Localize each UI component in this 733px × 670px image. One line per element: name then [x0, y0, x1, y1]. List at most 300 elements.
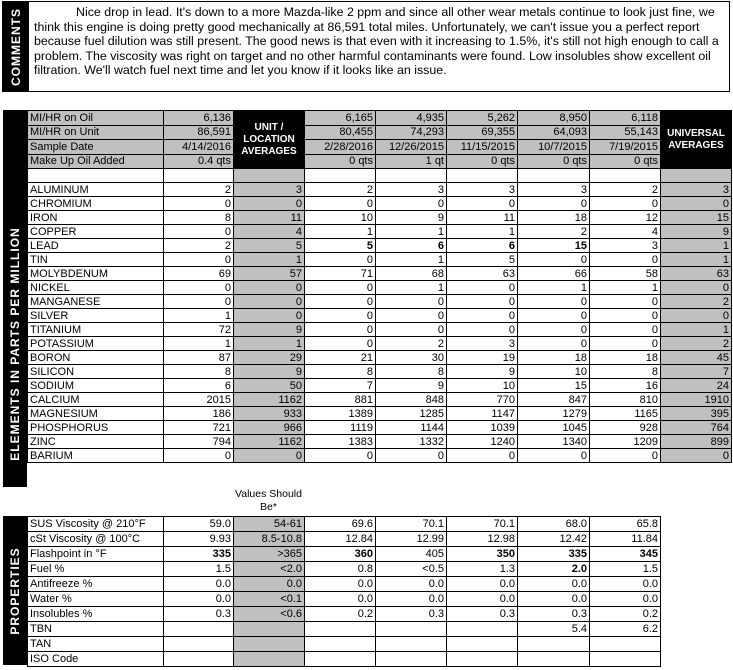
universal-avg-value: 899 [661, 435, 732, 449]
history-value: 0.2 [305, 607, 376, 622]
history-value: 12 [590, 211, 661, 225]
element-row [28, 435, 732, 449]
history-value: 0 qts [305, 154, 376, 169]
current-value: 8 [164, 365, 234, 379]
current-value: 2 [164, 239, 234, 253]
history-value: 8 [305, 365, 376, 379]
history-value: 3 [447, 337, 518, 351]
spacer-row [28, 169, 732, 183]
history-value: 0.0 [376, 592, 447, 607]
empty-cell [164, 169, 234, 183]
history-value: 0 [447, 295, 518, 309]
current-value: 87 [164, 351, 234, 365]
universal-avg-value: 1910 [661, 393, 732, 407]
empty-cell [590, 169, 661, 183]
unit-avg-header: UNIT / LOCATION AVERAGES [234, 111, 305, 169]
history-value: 55,143 [590, 125, 661, 140]
element-row [28, 449, 732, 463]
element-name: MANGANESE [28, 295, 164, 309]
history-value: 3 [447, 183, 518, 197]
history-value: 68 [376, 267, 447, 281]
history-value: 0 [376, 323, 447, 337]
property-name: cSt Viscosity @ 100°C [28, 532, 164, 547]
elements-table [27, 110, 732, 463]
history-value: 0.0 [447, 577, 518, 592]
history-value: 21 [305, 351, 376, 365]
history-value: 2 [518, 225, 590, 239]
element-name: SODIUM [28, 379, 164, 393]
universal-avg-value: 1 [661, 323, 732, 337]
history-value: 847 [518, 393, 590, 407]
element-name: MOLYBDENUM [28, 267, 164, 281]
element-row [28, 253, 732, 267]
should-be-value: <0.6 [234, 607, 305, 622]
should-be-value [234, 622, 305, 637]
current-value: 69 [164, 267, 234, 281]
current-value [164, 622, 234, 637]
history-value [305, 652, 376, 667]
history-value: 1 [376, 281, 447, 295]
history-value: 18 [590, 351, 661, 365]
element-name: POTASSIUM [28, 337, 164, 351]
history-value: 0.0 [305, 592, 376, 607]
history-value: 0 [305, 309, 376, 323]
property-name: Flashpoint in °F [28, 547, 164, 562]
current-value: 0 [164, 281, 234, 295]
property-row [28, 517, 661, 532]
history-value: 1 qt [376, 154, 447, 169]
history-value [376, 637, 447, 652]
properties-label: PROPERTIES [8, 546, 22, 635]
element-name: CALCIUM [28, 393, 164, 407]
current-value: 8 [164, 211, 234, 225]
history-value: 0 [590, 197, 661, 211]
current-value: 0 [164, 253, 234, 267]
element-name: SILICON [28, 365, 164, 379]
history-value: 0.0 [518, 592, 590, 607]
history-value: 12/26/2015 [376, 140, 447, 155]
history-value: 0 [590, 323, 661, 337]
history-value: 2/28/2016 [305, 140, 376, 155]
history-value [305, 622, 376, 637]
history-value: 1 [376, 225, 447, 239]
property-row [28, 622, 661, 637]
history-value: 350 [447, 547, 518, 562]
element-row [28, 379, 732, 393]
history-value: 1039 [447, 421, 518, 435]
universal-avg-value: 63 [661, 267, 732, 281]
current-value: 0 [164, 197, 234, 211]
history-value: 3 [376, 183, 447, 197]
universal-avg-value: 1 [661, 253, 732, 267]
history-value: 0 [447, 449, 518, 463]
empty-cell [447, 169, 518, 183]
unit-avg-value: 29 [234, 351, 305, 365]
history-value: 1340 [518, 435, 590, 449]
history-value: 0.0 [305, 577, 376, 592]
comments-text: Nice drop in lead. It's down to a more Mazda-like 2 ppm and since all other wear metals continue to look just fine, we think this engine is doing pretty good mechanically at 86,591 total miles. Unfortunately, we can't issue you a perfect report because fuel dilution was still present. The good news is that even with it increasing to 1.5%, it's still not high enough to call a problem. The viscosity was right on target and no other harmful contaminants were found. Low insolubles show excellent oil filtration. We'll watch fuel next time and let you know if it looks like an issue. [34, 5, 719, 78]
history-value: <0.5 [376, 562, 447, 577]
history-value: 65.8 [590, 517, 661, 532]
should-be-value: <0.1 [234, 592, 305, 607]
history-value: 1.3 [447, 562, 518, 577]
history-value: 0 [518, 197, 590, 211]
history-value: 5 [447, 253, 518, 267]
should-be-value: <2.0 [234, 562, 305, 577]
element-name: PHOSPHORUS [28, 421, 164, 435]
history-value: 71 [305, 267, 376, 281]
history-value: 0 [590, 449, 661, 463]
unit-avg-value: 966 [234, 421, 305, 435]
history-value: 1 [376, 253, 447, 267]
element-name: NICKEL [28, 281, 164, 295]
element-name: ZINC [28, 435, 164, 449]
history-value: 12.84 [305, 532, 376, 547]
header-label: Sample Date [28, 140, 164, 155]
elements-band [3, 110, 27, 487]
comments-box [2, 1, 730, 92]
history-value: 0 [518, 323, 590, 337]
property-name: ISO Code [28, 652, 164, 667]
element-row [28, 407, 732, 421]
element-name: COPPER [28, 225, 164, 239]
universal-avg-value: 45 [661, 351, 732, 365]
history-value: 0 [447, 309, 518, 323]
values-should-be-label: Values Should Be* [235, 488, 302, 513]
history-value: 1389 [305, 407, 376, 421]
unit-avg-value: 933 [234, 407, 305, 421]
history-value: 770 [447, 393, 518, 407]
history-value: 64,093 [518, 125, 590, 140]
history-value: 810 [590, 393, 661, 407]
history-value: 6.2 [590, 622, 661, 637]
universal-avg-value: 3 [661, 183, 732, 197]
history-value: 0 [305, 449, 376, 463]
history-value: 0 [590, 253, 661, 267]
history-value: 58 [590, 267, 661, 281]
current-value: 1 [164, 309, 234, 323]
element-row [28, 393, 732, 407]
header-row [28, 140, 732, 155]
history-value: 74,293 [376, 125, 447, 140]
history-value [590, 652, 661, 667]
element-row [28, 211, 732, 225]
history-value: 0.0 [590, 592, 661, 607]
history-value: 15 [518, 379, 590, 393]
should-be-value: >365 [234, 547, 305, 562]
comments-band [3, 2, 29, 91]
history-value: 0.0 [447, 592, 518, 607]
history-value: 0 [376, 295, 447, 309]
history-value: 15 [518, 239, 590, 253]
history-value: 9 [447, 365, 518, 379]
history-value: 335 [518, 547, 590, 562]
history-value [305, 637, 376, 652]
history-value: 10/7/2015 [518, 140, 590, 155]
unit-avg-value: 4 [234, 225, 305, 239]
history-value: 0 [305, 323, 376, 337]
history-value: 0 [518, 337, 590, 351]
history-value: 1285 [376, 407, 447, 421]
history-value: 12.99 [376, 532, 447, 547]
history-value [590, 637, 661, 652]
history-value: 1.5 [590, 562, 661, 577]
history-value: 5.4 [518, 622, 590, 637]
universal-avg-value: 0 [661, 309, 732, 323]
history-value: 928 [590, 421, 661, 435]
history-value: 69,355 [447, 125, 518, 140]
empty-cell [28, 169, 164, 183]
history-value: 0.3 [376, 607, 447, 622]
history-value: 0 [376, 197, 447, 211]
element-row [28, 281, 732, 295]
unit-avg-value: 0 [234, 309, 305, 323]
history-value: 0.0 [590, 577, 661, 592]
element-row [28, 197, 732, 211]
history-value: 0 [518, 309, 590, 323]
property-name: TAN [28, 637, 164, 652]
element-name: TIN [28, 253, 164, 267]
history-value: 18 [518, 351, 590, 365]
element-name: ALUMINUM [28, 183, 164, 197]
history-value: 6,118 [590, 111, 661, 126]
header-label: MI/HR on Unit [28, 125, 164, 140]
history-value: 69.6 [305, 517, 376, 532]
header-row [28, 154, 732, 169]
history-value: 1119 [305, 421, 376, 435]
universal-avg-header: UNIVERSAL AVERAGES [661, 111, 732, 169]
unit-avg-value: 1162 [234, 393, 305, 407]
property-name: Insolubles % [28, 607, 164, 622]
history-value: 0 [518, 295, 590, 309]
history-value [376, 652, 447, 667]
element-name: TITANIUM [28, 323, 164, 337]
history-value: 4,935 [376, 111, 447, 126]
empty-cell [376, 169, 447, 183]
current-value: 9.93 [164, 532, 234, 547]
unit-avg-value: 0 [234, 281, 305, 295]
history-value: 80,455 [305, 125, 376, 140]
element-row [28, 421, 732, 435]
header-row [28, 125, 732, 140]
history-value: 10 [447, 379, 518, 393]
history-value: 11 [447, 211, 518, 225]
history-value: 11.84 [590, 532, 661, 547]
universal-avg-value: 764 [661, 421, 732, 435]
unit-avg-value: 57 [234, 267, 305, 281]
property-row [28, 562, 661, 577]
empty-cell [305, 169, 376, 183]
history-value: 0 [305, 337, 376, 351]
history-value: 2 [590, 183, 661, 197]
should-be-value [234, 637, 305, 652]
history-value: 0 [590, 337, 661, 351]
history-value [518, 652, 590, 667]
element-name: MAGNESIUM [28, 407, 164, 421]
universal-avg-value: 0 [661, 281, 732, 295]
history-value: 1165 [590, 407, 661, 421]
history-value: 848 [376, 393, 447, 407]
current-value: 0.0 [164, 592, 234, 607]
history-value: 881 [305, 393, 376, 407]
unit-avg-value: 1162 [234, 435, 305, 449]
empty-cell [518, 169, 590, 183]
current-value: 0.3 [164, 607, 234, 622]
history-value: 68.0 [518, 517, 590, 532]
history-value: 0 [447, 281, 518, 295]
property-name: Water % [28, 592, 164, 607]
properties-band [3, 516, 27, 665]
history-value: 18 [518, 211, 590, 225]
history-value: 2 [376, 337, 447, 351]
current-value: 186 [164, 407, 234, 421]
history-value: 63 [447, 267, 518, 281]
history-value [376, 622, 447, 637]
history-value: 5,262 [447, 111, 518, 126]
history-value [447, 637, 518, 652]
property-row [28, 547, 661, 562]
history-value: 1 [590, 281, 661, 295]
element-name: IRON [28, 211, 164, 225]
element-name: CHROMIUM [28, 197, 164, 211]
unit-avg-value: 1 [234, 253, 305, 267]
history-value: 5 [305, 239, 376, 253]
unit-avg-value: 0 [234, 449, 305, 463]
property-name: SUS Viscosity @ 210°F [28, 517, 164, 532]
universal-avg-value: 24 [661, 379, 732, 393]
current-value: 0 [164, 449, 234, 463]
property-name: Fuel % [28, 562, 164, 577]
should-be-value: 54-61 [234, 517, 305, 532]
empty-cell [234, 169, 305, 183]
current-value: 335 [164, 547, 234, 562]
should-be-value: 8.5-10.8 [234, 532, 305, 547]
header-row [28, 111, 732, 126]
current-value: 0 [164, 295, 234, 309]
history-value: 0 [376, 309, 447, 323]
history-value: 16 [590, 379, 661, 393]
history-value [518, 637, 590, 652]
history-value: 0 qts [447, 154, 518, 169]
history-value: 405 [376, 547, 447, 562]
current-value: 6,136 [164, 111, 234, 126]
universal-avg-value: 15 [661, 211, 732, 225]
should-be-value: 0.0 [234, 577, 305, 592]
history-value: 0.3 [447, 607, 518, 622]
history-value: 0 qts [518, 154, 590, 169]
history-value: 1240 [447, 435, 518, 449]
history-value: 0 [305, 197, 376, 211]
current-value: 72 [164, 323, 234, 337]
current-value: 4/14/2016 [164, 140, 234, 155]
history-value: 1 [447, 225, 518, 239]
history-value: 0 qts [590, 154, 661, 169]
history-value: 0 [447, 323, 518, 337]
history-value: 70.1 [376, 517, 447, 532]
history-value: 345 [590, 547, 661, 562]
universal-avg-value: 2 [661, 295, 732, 309]
should-be-value [234, 652, 305, 667]
history-value: 0 [305, 281, 376, 295]
universal-avg-value: 0 [661, 197, 732, 211]
comments-label: COMMENTS [9, 7, 23, 86]
history-value: 7/19/2015 [590, 140, 661, 155]
history-value: 4 [590, 225, 661, 239]
current-value: 6 [164, 379, 234, 393]
history-value: 1147 [447, 407, 518, 421]
unit-avg-value: 1 [234, 337, 305, 351]
element-row [28, 267, 732, 281]
unit-avg-value: 0 [234, 197, 305, 211]
element-name: LEAD [28, 239, 164, 253]
empty-cell [661, 169, 732, 183]
history-value: 2 [305, 183, 376, 197]
property-row [28, 637, 661, 652]
history-value: 0 [590, 295, 661, 309]
header-label: Make Up Oil Added [28, 154, 164, 169]
history-value: 1144 [376, 421, 447, 435]
history-value: 0 [305, 253, 376, 267]
history-value: 11/15/2015 [447, 140, 518, 155]
history-value: 8 [376, 365, 447, 379]
element-name: BARIUM [28, 449, 164, 463]
current-value: 0 [164, 225, 234, 239]
history-value: 6 [447, 239, 518, 253]
universal-avg-value: 1 [661, 239, 732, 253]
current-value [164, 652, 234, 667]
history-value: 2.0 [518, 562, 590, 577]
history-value: 1045 [518, 421, 590, 435]
history-value: 0.3 [518, 607, 590, 622]
universal-avg-value: 9 [661, 225, 732, 239]
element-row [28, 365, 732, 379]
unit-avg-value: 0 [234, 295, 305, 309]
current-value [164, 637, 234, 652]
property-name: TBN [28, 622, 164, 637]
element-name: BORON [28, 351, 164, 365]
current-value: 2015 [164, 393, 234, 407]
history-value: 70.1 [447, 517, 518, 532]
history-value: 1332 [376, 435, 447, 449]
current-value: 721 [164, 421, 234, 435]
history-value: 0 [518, 449, 590, 463]
history-value: 1209 [590, 435, 661, 449]
property-row [28, 652, 661, 667]
element-row [28, 323, 732, 337]
history-value: 30 [376, 351, 447, 365]
history-value: 0.0 [376, 577, 447, 592]
element-row [28, 351, 732, 365]
history-value: 0.8 [305, 562, 376, 577]
history-value: 0 [305, 295, 376, 309]
element-row [28, 183, 732, 197]
element-row [28, 239, 732, 253]
universal-avg-value: 395 [661, 407, 732, 421]
history-value: 1 [518, 281, 590, 295]
history-value: 12.42 [518, 532, 590, 547]
universal-avg-value: 7 [661, 365, 732, 379]
history-value: 1279 [518, 407, 590, 421]
history-value: 360 [305, 547, 376, 562]
unit-avg-value: 50 [234, 379, 305, 393]
history-value: 66 [518, 267, 590, 281]
current-value: 1.5 [164, 562, 234, 577]
history-value: 7 [305, 379, 376, 393]
history-value: 0.0 [518, 577, 590, 592]
history-value: 3 [590, 239, 661, 253]
history-value [447, 652, 518, 667]
property-row [28, 592, 661, 607]
